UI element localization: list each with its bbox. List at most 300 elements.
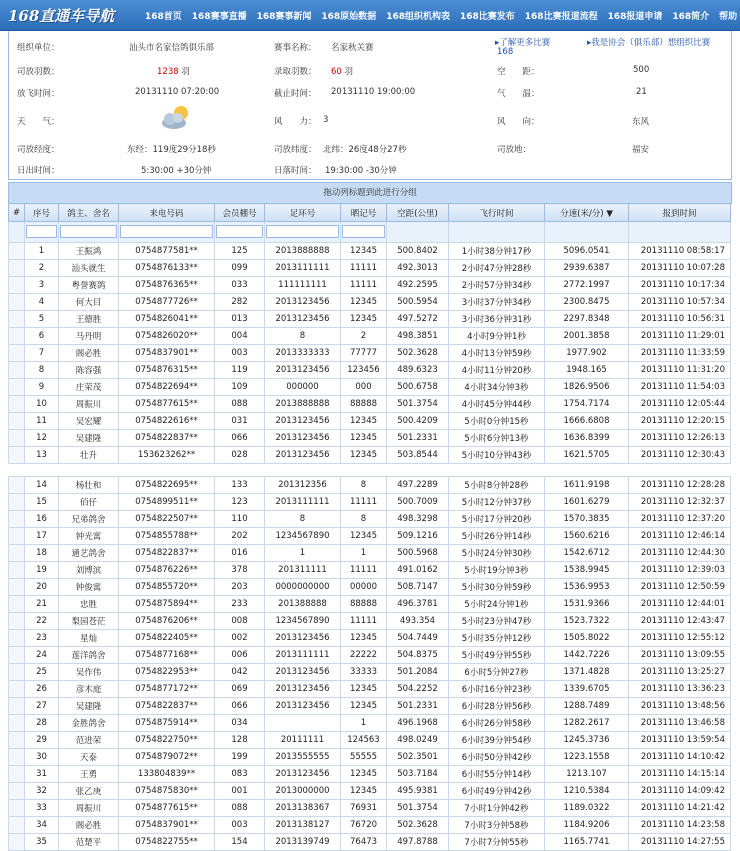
- ring-number: 2013123456: [265, 698, 341, 715]
- distance-km: 498.3851: [387, 328, 449, 345]
- arrive-count-label: 录取羽数：: [274, 67, 317, 77]
- row-handle[interactable]: [9, 260, 25, 277]
- speed: 1542.6712: [545, 545, 629, 562]
- row-handle[interactable]: [9, 579, 25, 596]
- phone-number: 133804839**: [119, 766, 215, 783]
- phone-number: 0754899511**: [119, 494, 215, 511]
- row-handle[interactable]: [9, 413, 25, 430]
- row-handle[interactable]: [9, 243, 25, 260]
- org-label: 组织单位：: [17, 43, 60, 53]
- release-place-label: 司放地：: [497, 145, 532, 155]
- row-handle[interactable]: [9, 681, 25, 698]
- owner-name: 壮升: [59, 447, 119, 464]
- owner-name: 何大目: [59, 294, 119, 311]
- arrival-time: 20131110 11:33:59: [629, 345, 731, 362]
- owner-name: 通艺鸽舍: [59, 545, 119, 562]
- deadline-label: 截止时间：: [274, 89, 317, 99]
- filter-input-owner[interactable]: [60, 225, 117, 238]
- owner-name: 范进荣: [59, 732, 119, 749]
- row-handle[interactable]: [9, 613, 25, 630]
- table-row[interactable]: [9, 783, 731, 800]
- ring-number: 2013139749: [265, 834, 341, 851]
- table-row[interactable]: [9, 596, 731, 613]
- owner-name: 钟光寓: [59, 528, 119, 545]
- table-row[interactable]: [9, 277, 731, 294]
- nav-news[interactable]: 168赛事新闻: [256, 12, 312, 22]
- table-row[interactable]: [9, 732, 731, 749]
- distance-value: 500: [633, 65, 650, 75]
- stamp-number: 22222: [341, 647, 387, 664]
- grid-body: [9, 243, 731, 851]
- ring-number: 2013123456: [265, 430, 341, 447]
- table-row[interactable]: [9, 749, 731, 766]
- col-header-phone[interactable]: 来电号码: [119, 204, 215, 222]
- col-header-flight-time[interactable]: 飞行时间: [449, 204, 545, 222]
- row-index: 26: [25, 681, 59, 698]
- nav-home[interactable]: 168首页: [145, 12, 182, 22]
- col-header-member-loft[interactable]: 会员棚号: [215, 204, 265, 222]
- arrive-count: 60 羽: [331, 67, 354, 77]
- arrival-time: 20131110 11:29:01: [629, 328, 731, 345]
- ring-number: 2013123456: [265, 664, 341, 681]
- arrival-time: 20131110 08:58:17: [629, 243, 731, 260]
- phone-number: 0754855788**: [119, 528, 215, 545]
- race-info-panel: [8, 31, 732, 180]
- distance-km: 491.0162: [387, 562, 449, 579]
- row-handle[interactable]: [9, 277, 25, 294]
- table-row[interactable]: [9, 545, 731, 562]
- speed: 1636.8399: [545, 430, 629, 447]
- speed: 2939.6387: [545, 260, 629, 277]
- temperature-label: 气 温：: [497, 89, 540, 99]
- arrival-time: 20131110 14:27:55: [629, 834, 731, 851]
- ring-number: 2013111111: [265, 494, 341, 511]
- stamp-number: 88888: [341, 596, 387, 613]
- arrival-time: 20131110 12:44:01: [629, 596, 731, 613]
- speed: 1611.9198: [545, 477, 629, 494]
- arrival-time: 20131110 10:17:34: [629, 277, 731, 294]
- stamp-number: 12345: [341, 681, 387, 698]
- arrival-time: 20131110 13:25:27: [629, 664, 731, 681]
- row-handle[interactable]: [9, 800, 25, 817]
- col-header-speed[interactable]: 分速(米/分) ▼: [545, 204, 629, 222]
- distance-km: 504.7449: [387, 630, 449, 647]
- member-loft: 128: [215, 732, 265, 749]
- phone-number: 0754822694**: [119, 379, 215, 396]
- row-index: 35: [25, 834, 59, 851]
- row-handle[interactable]: [9, 345, 25, 362]
- owner-name: 范楚平: [59, 834, 119, 851]
- row-index: 7: [25, 345, 59, 362]
- table-row[interactable]: [9, 260, 731, 277]
- wind-force-value: 3: [323, 115, 329, 125]
- member-loft: 066: [215, 430, 265, 447]
- table-row[interactable]: [9, 834, 731, 851]
- more-races-link[interactable]: ▸了解更多比赛: [495, 38, 551, 48]
- ring-number: 2013138367: [265, 800, 341, 817]
- row-handle[interactable]: [9, 562, 25, 579]
- speed: 1282.2617: [545, 715, 629, 732]
- speed: 1523.7322: [545, 613, 629, 630]
- row-handle[interactable]: [9, 596, 25, 613]
- filter-cell: [25, 222, 59, 243]
- phone-number: 0754822405**: [119, 630, 215, 647]
- speed: 1245.3736: [545, 732, 629, 749]
- phone-number: 0754877615**: [119, 396, 215, 413]
- owner-name: 周振川: [59, 396, 119, 413]
- stamp-number: 12345: [341, 698, 387, 715]
- phone-number: 0754855720**: [119, 579, 215, 596]
- deadline-value: 20131110 19:00:00: [331, 87, 416, 97]
- more-races-number[interactable]: 168: [497, 47, 514, 57]
- speed: 1223.1558: [545, 749, 629, 766]
- stamp-number: 12345: [341, 528, 387, 545]
- partly-cloudy-icon: [157, 105, 193, 131]
- distance-km: 492.3013: [387, 260, 449, 277]
- row-handle[interactable]: [9, 766, 25, 783]
- owner-name: 杨壮和: [59, 477, 119, 494]
- phone-number: 0754822695**: [119, 477, 215, 494]
- member-loft: 016: [215, 545, 265, 562]
- nav-help[interactable]: 帮助: [719, 12, 738, 22]
- col-header-hash[interactable]: #: [9, 204, 25, 222]
- flight-time: 6小时26分钟58秒: [449, 715, 545, 732]
- row-handle[interactable]: [9, 447, 25, 464]
- release-time-value: 20131110 07:20:00: [135, 87, 220, 97]
- owner-name: 天泰: [59, 749, 119, 766]
- phone-number: 0754822837**: [119, 698, 215, 715]
- arrival-time: 20131110 12:55:12: [629, 630, 731, 647]
- ring-number: 2013333333: [265, 345, 341, 362]
- table-row[interactable]: [9, 664, 731, 681]
- speed: 1165.7741: [545, 834, 629, 851]
- flight-time: 5小时8分钟28秒: [449, 477, 545, 494]
- speed: 5096.0541: [545, 243, 629, 260]
- table-row[interactable]: [9, 379, 731, 396]
- distance-km: 495.9381: [387, 783, 449, 800]
- row-handle[interactable]: [9, 698, 25, 715]
- stamp-number: 76931: [341, 800, 387, 817]
- arrival-time: 20131110 11:54:03: [629, 379, 731, 396]
- owner-name: 周振川: [59, 800, 119, 817]
- arrival-time: 20131110 10:07:28: [629, 260, 731, 277]
- arrival-time: 20131110 14:21:42: [629, 800, 731, 817]
- member-loft: 088: [215, 396, 265, 413]
- filter-cell: [265, 222, 341, 243]
- member-loft: 004: [215, 328, 265, 345]
- owner-name: 忠胜: [59, 596, 119, 613]
- table-row[interactable]: [9, 477, 731, 494]
- weather-label: 天 气：: [17, 117, 60, 127]
- speed: 1754.7174: [545, 396, 629, 413]
- owner-name: 阁必胜: [59, 817, 119, 834]
- phone-number: 0754822507**: [119, 511, 215, 528]
- row-handle[interactable]: [9, 430, 25, 447]
- arrival-time: 20131110 12:50:59: [629, 579, 731, 596]
- filter-input-index[interactable]: [26, 225, 57, 238]
- arrival-time: 20131110 12:44:30: [629, 545, 731, 562]
- row-handle[interactable]: [9, 379, 25, 396]
- table-row[interactable]: [9, 766, 731, 783]
- arrival-time: 20131110 14:15:14: [629, 766, 731, 783]
- phone-number: 0754876206**: [119, 613, 215, 630]
- filter-cell: [59, 222, 119, 243]
- ring-number: 1234567890: [265, 528, 341, 545]
- nav-raw-data[interactable]: 168原始数据: [321, 12, 377, 22]
- site-logo[interactable]: 168直通车导航: [8, 7, 115, 25]
- row-handle[interactable]: [9, 834, 25, 851]
- ring-number: 201388888: [265, 596, 341, 613]
- phone-number: 0754876315**: [119, 362, 215, 379]
- phone-number: 0754826041**: [119, 311, 215, 328]
- distance-km: 500.4209: [387, 413, 449, 430]
- row-handle[interactable]: [9, 511, 25, 528]
- distance-km: 509.1216: [387, 528, 449, 545]
- filter-input-phone[interactable]: [120, 225, 213, 238]
- table-row[interactable]: [9, 613, 731, 630]
- owner-name: 吴建隆: [59, 430, 119, 447]
- row-handle[interactable]: [9, 545, 25, 562]
- row-index: 18: [25, 545, 59, 562]
- organize-race-link[interactable]: ▸我是协会（俱乐部）想组织比赛: [587, 38, 711, 48]
- longitude-value: 东经：119度29分18秒: [127, 145, 216, 155]
- table-row[interactable]: [9, 562, 731, 579]
- phone-number: 0754822953**: [119, 664, 215, 681]
- table-row[interactable]: [9, 579, 731, 596]
- member-loft: 202: [215, 528, 265, 545]
- row-handle[interactable]: [9, 749, 25, 766]
- arrival-time: 20131110 13:48:56: [629, 698, 731, 715]
- table-row[interactable]: [9, 511, 731, 528]
- row-index: 24: [25, 647, 59, 664]
- table-row[interactable]: [9, 528, 731, 545]
- phone-number: 0754876365**: [119, 277, 215, 294]
- table-row[interactable]: [9, 715, 731, 732]
- member-loft: 282: [215, 294, 265, 311]
- nav-about[interactable]: 168简介: [672, 12, 710, 22]
- ring-number: 201312356: [265, 477, 341, 494]
- wind-direction-value: 东风: [632, 117, 650, 127]
- filter-cell: [341, 222, 387, 243]
- phone-number: 0754826020**: [119, 328, 215, 345]
- arrival-time: 20131110 13:09:55: [629, 647, 731, 664]
- nav-organizations[interactable]: 168组织机构表: [386, 12, 450, 22]
- arrival-time: 20131110 12:30:43: [629, 447, 731, 464]
- table-row[interactable]: [9, 494, 731, 511]
- owner-name: 王德胜: [59, 311, 119, 328]
- row-index: 22: [25, 613, 59, 630]
- row-index: 5: [25, 311, 59, 328]
- table-row[interactable]: [9, 817, 731, 834]
- speed: 1339.6705: [545, 681, 629, 698]
- filter-cell: [119, 222, 215, 243]
- nav-live[interactable]: 168赛事直播: [191, 12, 247, 22]
- speed: 1948.165: [545, 362, 629, 379]
- member-loft: 088: [215, 800, 265, 817]
- filter-cell-empty: [449, 222, 545, 243]
- table-row[interactable]: [9, 362, 731, 379]
- row-handle[interactable]: [9, 311, 25, 328]
- row-index: 6: [25, 328, 59, 345]
- row-handle[interactable]: [9, 294, 25, 311]
- table-row[interactable]: [9, 647, 731, 664]
- row-handle[interactable]: [9, 396, 25, 413]
- flight-time: 6小时5分钟27秒: [449, 664, 545, 681]
- table-row[interactable]: [9, 328, 731, 345]
- member-loft: 008: [215, 613, 265, 630]
- col-header-owner[interactable]: 鸽主、舍名: [59, 204, 119, 222]
- row-handle[interactable]: [9, 647, 25, 664]
- arrival-time: 20131110 12:05:44: [629, 396, 731, 413]
- flight-time: 5小时0分钟15秒: [449, 413, 545, 430]
- table-row[interactable]: [9, 243, 731, 260]
- owner-name: 庄荣茂: [59, 379, 119, 396]
- distance-km: 502.3501: [387, 749, 449, 766]
- stamp-number: 8: [341, 477, 387, 494]
- race-label: 赛事名称：: [274, 43, 317, 53]
- table-row[interactable]: [9, 396, 731, 413]
- nav-publish[interactable]: 168比赛发布: [459, 12, 515, 22]
- stamp-number: 8: [341, 511, 387, 528]
- link-arrow-icon: ▸: [587, 38, 592, 48]
- member-loft: 069: [215, 681, 265, 698]
- speed: 2001.3858: [545, 328, 629, 345]
- distance-km: 496.1968: [387, 715, 449, 732]
- ring-number: 2013123456: [265, 362, 341, 379]
- arrival-time: 20131110 12:37:20: [629, 511, 731, 528]
- row-handle[interactable]: [9, 715, 25, 732]
- row-index: 25: [25, 664, 59, 681]
- row-handle[interactable]: [9, 732, 25, 749]
- row-index: 32: [25, 783, 59, 800]
- row-handle[interactable]: [9, 664, 25, 681]
- table-row[interactable]: [9, 311, 731, 328]
- member-loft: 199: [215, 749, 265, 766]
- table-row[interactable]: [9, 413, 731, 430]
- table-row[interactable]: [9, 698, 731, 715]
- owner-name: 彦木庭: [59, 681, 119, 698]
- flight-time: 7小时3分钟58秒: [449, 817, 545, 834]
- stamp-number: 55555: [341, 749, 387, 766]
- owner-name: 金胜鸽舍: [59, 715, 119, 732]
- speed: 1621.5705: [545, 447, 629, 464]
- col-header-index[interactable]: 序号: [25, 204, 59, 222]
- flight-time: 5小时12分钟37秒: [449, 494, 545, 511]
- member-loft: 013: [215, 311, 265, 328]
- ring-number: 20111111: [265, 732, 341, 749]
- table-row[interactable]: [9, 681, 731, 698]
- latitude-label: 司放纬度：: [274, 145, 317, 155]
- row-handle[interactable]: [9, 362, 25, 379]
- ring-number: 111111111: [265, 277, 341, 294]
- release-time-label: 放飞时间：: [17, 89, 60, 99]
- arrival-time: 20131110 14:23:58: [629, 817, 731, 834]
- speed: 2300.8475: [545, 294, 629, 311]
- arrival-time: 20131110 12:46:14: [629, 528, 731, 545]
- sunset-label: 日落时间：: [274, 166, 317, 176]
- owner-name: 马丹明: [59, 328, 119, 345]
- ring-number: 2013000000: [265, 783, 341, 800]
- nav-report-process[interactable]: 168比赛报道流程: [524, 12, 598, 22]
- distance-km: 500.7009: [387, 494, 449, 511]
- member-loft: 119: [215, 362, 265, 379]
- member-loft: 378: [215, 562, 265, 579]
- phone-number: 0754837901**: [119, 345, 215, 362]
- row-index: 16: [25, 511, 59, 528]
- member-loft: 033: [215, 277, 265, 294]
- distance-km: 497.8788: [387, 834, 449, 851]
- stamp-number: 12345: [341, 311, 387, 328]
- nav-apply[interactable]: 168报道申请: [607, 12, 663, 22]
- row-handle[interactable]: [9, 817, 25, 834]
- row-handle[interactable]: [9, 783, 25, 800]
- col-header-stamp[interactable]: 晒记号: [341, 204, 387, 222]
- col-header-distance[interactable]: 空距(公里): [387, 204, 449, 222]
- phone-number: 0754877581**: [119, 243, 215, 260]
- table-row[interactable]: [9, 447, 731, 464]
- table-row[interactable]: [9, 430, 731, 447]
- row-handle[interactable]: [9, 528, 25, 545]
- row-index: 8: [25, 362, 59, 379]
- flight-time: 6小时55分钟14秒: [449, 766, 545, 783]
- owner-name: 张乙庚: [59, 783, 119, 800]
- ring-number: 2013111111: [265, 647, 341, 664]
- col-header-ring[interactable]: 足环号: [265, 204, 341, 222]
- speed: 1505.8022: [545, 630, 629, 647]
- filter-input-stamp[interactable]: [342, 225, 385, 238]
- group-by-drop-zone[interactable]: 拖动列标题到此进行分组: [8, 182, 732, 204]
- ring-number: [265, 715, 341, 732]
- member-loft: 028: [215, 447, 265, 464]
- filter-input-ring[interactable]: [266, 225, 339, 238]
- ring-number: 2013123456: [265, 766, 341, 783]
- stamp-number: 12345: [341, 413, 387, 430]
- row-index: 33: [25, 800, 59, 817]
- arrival-time: 20131110 12:39:03: [629, 562, 731, 579]
- filter-cell-empty: [387, 222, 449, 243]
- distance-km: 508.7147: [387, 579, 449, 596]
- table-row[interactable]: [9, 345, 731, 362]
- ring-number: 2013123456: [265, 311, 341, 328]
- stamp-number: 11111: [341, 494, 387, 511]
- table-row[interactable]: [9, 294, 731, 311]
- col-header-arrival-time[interactable]: 报到时间: [629, 204, 731, 222]
- filter-input-member-loft[interactable]: [216, 225, 263, 238]
- ring-number: 2013888888: [265, 243, 341, 260]
- stamp-number: 12345: [341, 447, 387, 464]
- ring-number: 201311111: [265, 562, 341, 579]
- row-handle[interactable]: [9, 630, 25, 647]
- arrival-time: 20131110 11:31:20: [629, 362, 731, 379]
- row-handle[interactable]: [9, 477, 25, 494]
- distance-km: 498.3298: [387, 511, 449, 528]
- member-loft: 042: [215, 664, 265, 681]
- row-handle[interactable]: [9, 328, 25, 345]
- row-index: 3: [25, 277, 59, 294]
- phone-number: 0754877168**: [119, 647, 215, 664]
- row-handle[interactable]: [9, 494, 25, 511]
- flight-time: 5小时30分钟59秒: [449, 579, 545, 596]
- table-row[interactable]: [9, 630, 731, 647]
- stamp-number: 88888: [341, 396, 387, 413]
- speed: 1570.3835: [545, 511, 629, 528]
- arrival-time: 20131110 14:09:42: [629, 783, 731, 800]
- flight-time: 3小时37分钟34秒: [449, 294, 545, 311]
- table-row[interactable]: [9, 800, 731, 817]
- link-arrow-icon: ▸: [495, 38, 500, 48]
- phone-number: 0754875894**: [119, 596, 215, 613]
- distance-km: 500.5954: [387, 294, 449, 311]
